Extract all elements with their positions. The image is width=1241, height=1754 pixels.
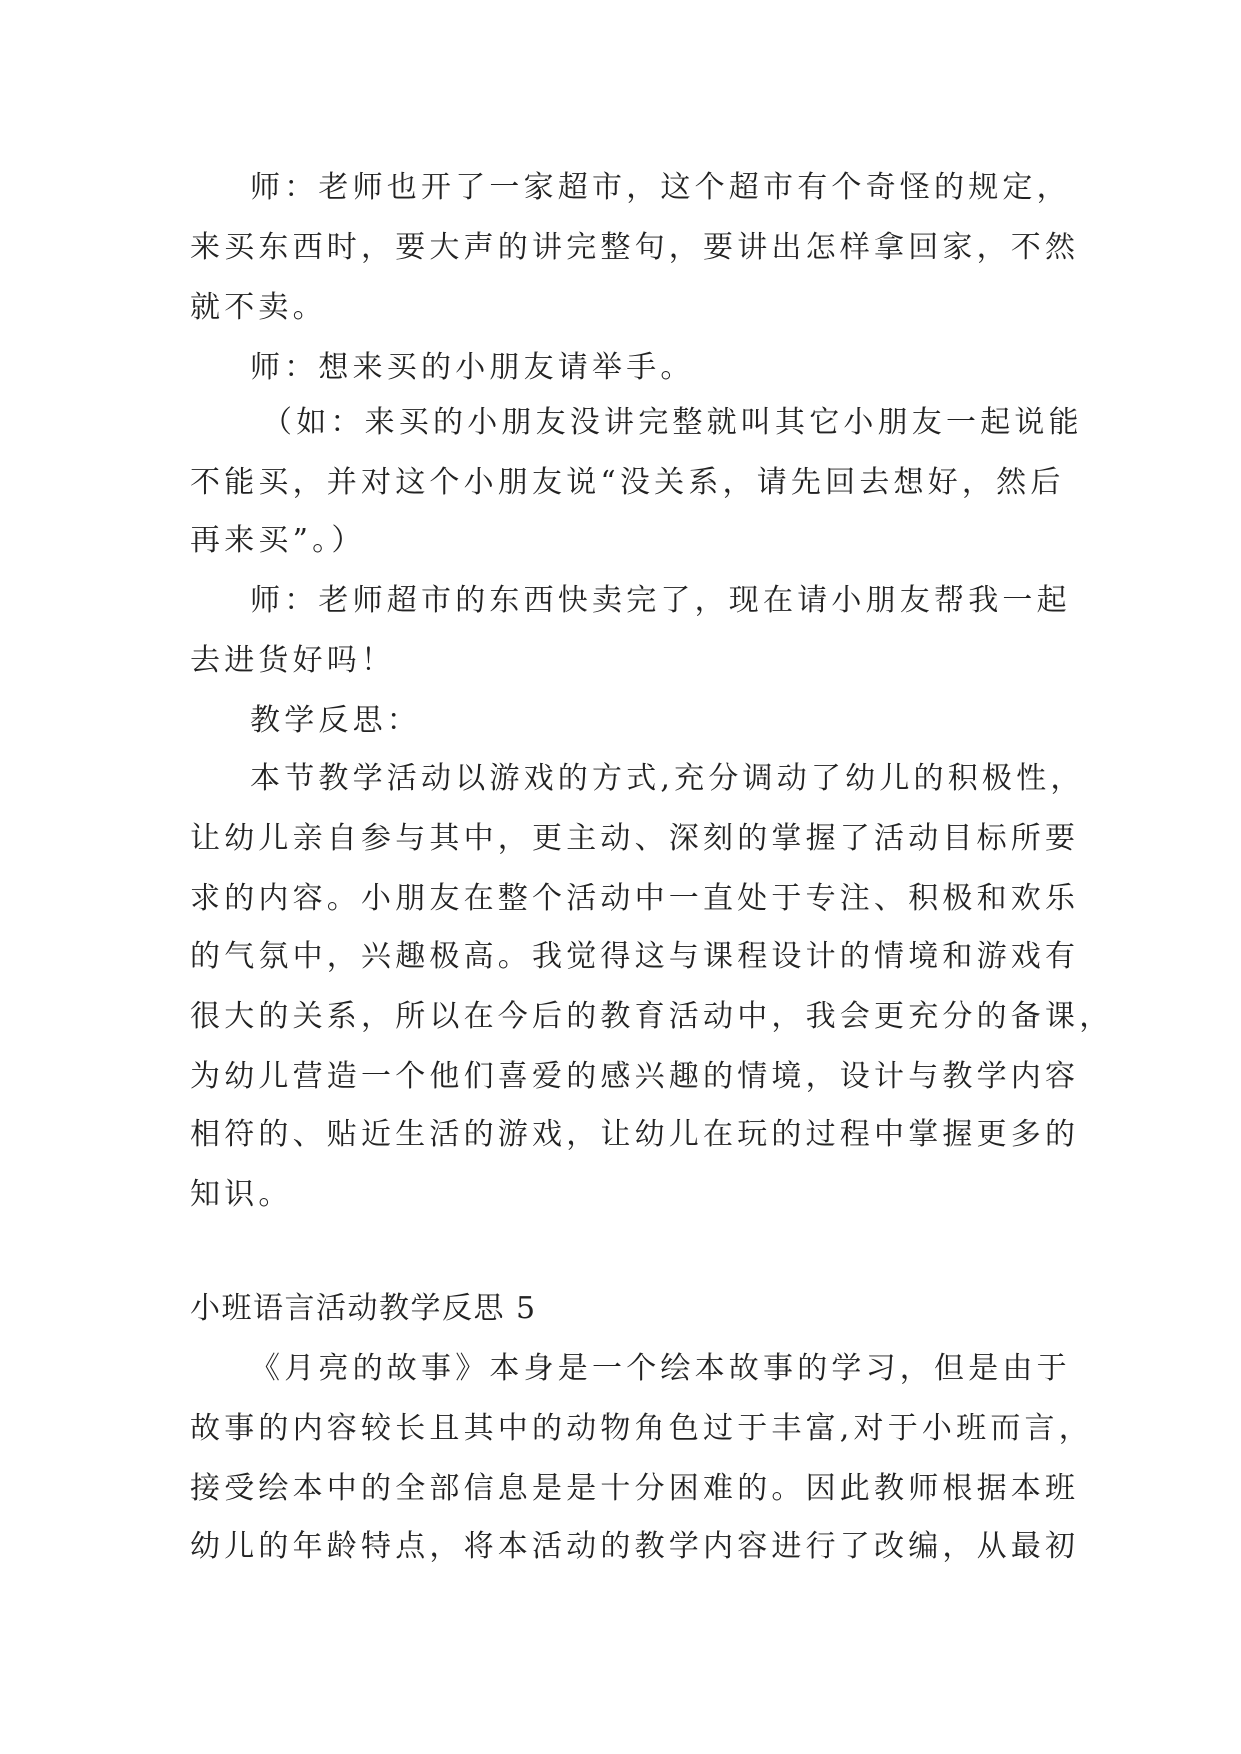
paragraph-line: 不能买，并对这个小朋友说“没关系，请先回去想好，然后 [190, 465, 1065, 500]
paragraph-line: （如：来买的小朋友没讲完整就叫其它小朋友一起说能 [262, 405, 1083, 440]
paragraph-line: 师：老师超市的东西快卖完了，现在请小朋友帮我一起 [250, 583, 1071, 618]
paragraph-line: 为幼儿营造一个他们喜爱的感兴趣的情境，设计与教学内容 [190, 1059, 1080, 1094]
paragraph-line: 幼儿的年龄特点，将本活动的教学内容进行了改编，从最初 [190, 1529, 1080, 1564]
paragraph-line: 再来买”。） [190, 523, 366, 558]
paragraph-line: 师：老师也开了一家超市，这个超市有个奇怪的规定， [250, 170, 1071, 205]
paragraph-line: 去进货好吗！ [190, 643, 396, 678]
paragraph-line: 的气氛中，兴趣极高。我觉得这与课程设计的情境和游戏有 [190, 939, 1080, 974]
paragraph-line: 知识。 [190, 1177, 293, 1212]
paragraph-line: 求的内容。小朋友在整个活动中一直处于专注、积极和欢乐 [190, 881, 1080, 916]
paragraph-line: 来买东西时，要大声的讲完整句，要讲出怎样拿回家，不然 [190, 230, 1080, 265]
paragraph-line: 相符的、贴近生活的游戏，让幼儿在玩的过程中掌握更多的 [190, 1117, 1080, 1152]
section-title: 小班语言活动教学反思 5 [190, 1291, 537, 1326]
paragraph-line: 让幼儿亲自参与其中，更主动、深刻的掌握了活动目标所要 [190, 821, 1080, 856]
paragraph-line: 接受绘本中的全部信息是是十分困难的。因此教师根据本班 [190, 1471, 1080, 1506]
paragraph-line: 就不卖。 [190, 290, 327, 325]
paragraph-line: 师：想来买的小朋友请举手。 [250, 350, 695, 385]
paragraph-line: 《月亮的故事》本身是一个绘本故事的学习，但是由于 [250, 1351, 1071, 1386]
paragraph-line: 故事的内容较长且其中的动物角色过于丰富,对于小班而言， [190, 1411, 1093, 1446]
paragraph-line: 本节教学活动以游戏的方式,充分调动了幼儿的积极性， [250, 761, 1085, 796]
paragraph-line: 很大的关系，所以在今后的教育活动中，我会更充分的备课， [190, 999, 1114, 1034]
paragraph-line: 教学反思： [250, 703, 421, 738]
